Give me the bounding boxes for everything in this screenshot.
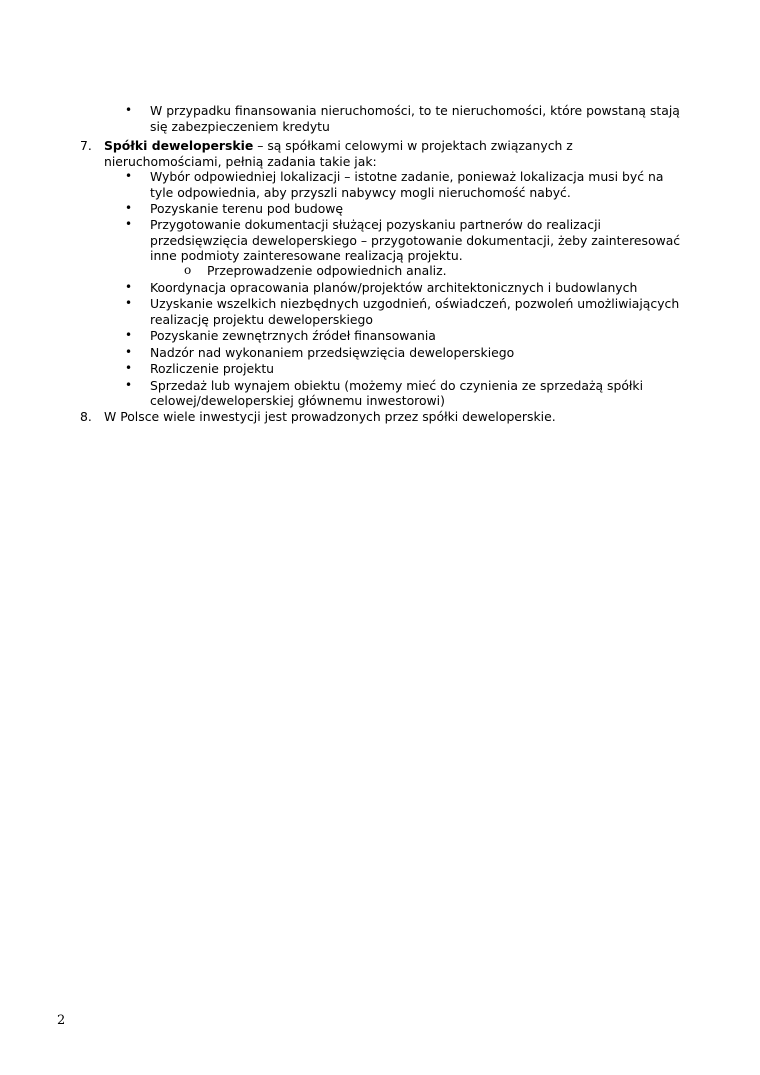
bullet-marker: • xyxy=(125,296,133,310)
bullet-text: Pozyskanie terenu pod budowę xyxy=(150,201,344,216)
bullet-marker: • xyxy=(125,328,133,342)
sub-bullet-marker: o xyxy=(184,263,192,277)
bullet-text: się zabezpieczeniem kredytu xyxy=(150,119,330,134)
bullet-text: Przygotowanie dokumentacji służącej pozyskaniu partnerów do realizacji xyxy=(150,217,601,232)
bullet-marker: • xyxy=(125,361,133,375)
list-item-heading xyxy=(104,138,573,153)
bullet-text: Sprzedaż lub wynajem obiektu (możemy mieć do czynienia ze sprzedażą spółki xyxy=(150,378,644,393)
bullet-text: Uzyskanie wszelkich niezbędnych uzgodnień, oświadczeń, pozwoleń umożliwiających xyxy=(150,296,680,311)
bullet-text: Koordynacja opracowania planów/projektów architektonicznych i budowlanych xyxy=(150,280,638,295)
bullet-text: Wybór odpowiedniej lokalizacji – istotne zadanie, ponieważ lokalizacja musi być na xyxy=(150,169,664,184)
bullet-text: realizację projektu deweloperskiego xyxy=(150,312,373,327)
bullet-text: przedsięwzięcia deweloperskiego – przygotowanie dokumentacji, żeby zainteresować xyxy=(150,233,681,248)
bold-term: Spółki deweloperskie xyxy=(104,138,254,153)
list-number: 8. xyxy=(80,409,92,424)
bullet-marker: • xyxy=(125,103,133,117)
bullet-text: Nadzór nad wykonaniem przedsięwzięcia deweloperskiego xyxy=(150,345,515,360)
item-text: W Polsce wiele inwestycji jest prowadzonych przez spółki deweloperskie. xyxy=(104,409,556,424)
bullet-text: Rozliczenie projektu xyxy=(150,361,275,376)
bullet-marker: • xyxy=(125,217,133,231)
page-number: 2 xyxy=(57,1013,66,1028)
bullet-text: tyle odpowiednia, aby przyszli nabywcy mogli nieruchomość nabyć. xyxy=(150,185,571,200)
bullet-marker: • xyxy=(125,378,133,392)
bullet-marker: • xyxy=(125,345,133,359)
list-number: 7. xyxy=(80,138,92,153)
sub-bullet-text: Przeprowadzenie odpowiednich analiz. xyxy=(207,263,447,278)
bullet-text: W przypadku finansowania nieruchomości, to te nieruchomości, które powstaną stają xyxy=(150,103,680,118)
bullet-marker: • xyxy=(125,201,133,215)
bullet-text: Pozyskanie zewnętrznych źródeł finansowania xyxy=(150,328,436,343)
bullet-text: celowej/deweloperskiej głównemu inwestorowi) xyxy=(150,393,445,408)
item-text: nieruchomościami, pełnią zadania takie jak: xyxy=(104,154,377,169)
item-text: – są spółkami celowymi w projektach związanych z xyxy=(253,138,573,153)
bullet-marker: • xyxy=(125,280,133,294)
bullet-text: inne podmioty zainteresowane realizacją projektu. xyxy=(150,248,463,263)
bullet-marker: • xyxy=(125,169,133,183)
